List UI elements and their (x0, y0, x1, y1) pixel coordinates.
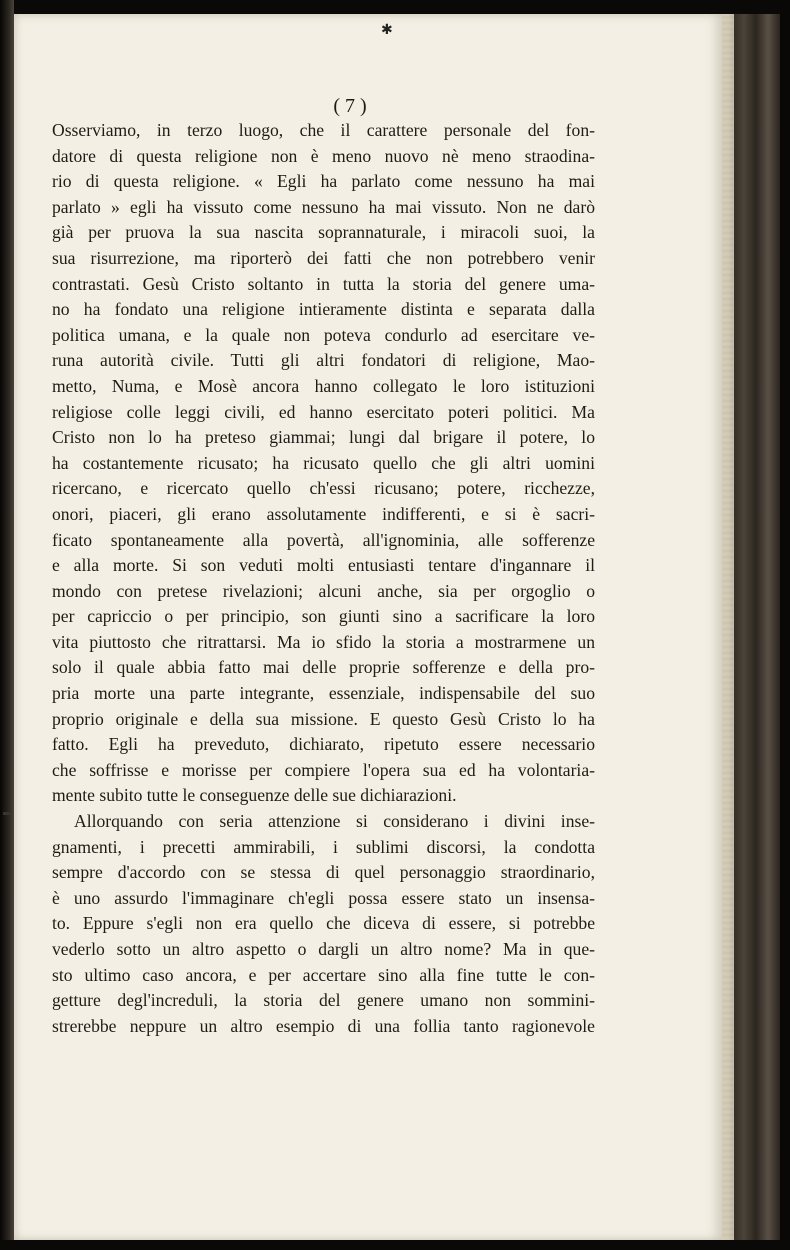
top-border (0, 0, 790, 14)
body-text (52, 118, 595, 1039)
page-stack-edge (722, 14, 734, 1240)
text-line: metto, Numa, e Mosè ancora hanno collegato le loro istituzioni (52, 375, 595, 396)
text-line: getture degl'increduli, la storia del genere umano non sommini- (52, 990, 595, 1011)
text-line: mondo con pretese rivelazioni; alcuni anche, sia per orgoglio o (52, 580, 595, 601)
text-line: sto ultimo caso ancora, e per accertare sino alla fine tutte le con- (52, 964, 595, 985)
ornament-icon: ✱ (381, 23, 393, 38)
page-number: ( 7 ) (333, 95, 367, 117)
text-line: Cristo non lo ha preteso giammai; lungi dal brigare il potere, lo (52, 427, 595, 448)
text-line: mente subito tutte le conseguenze delle sue dichiarazioni. (52, 785, 457, 806)
text-line: per capriccio o per principio, son giunti sino a sacrificare la loro (52, 606, 595, 627)
text-line: ficato spontaneamente alla povertà, all'ignominia, alle sofferenze (52, 529, 595, 550)
left-book-edge (0, 0, 14, 1250)
text-line: Allorquando con seria attenzione si considerano i divini inse- (74, 811, 595, 832)
text-line: rio di questa religione. « Egli ha parlato come nessuno ha mai (52, 171, 595, 192)
text-line: che soffrisse e morisse per compiere l'opera sua ed ha volontaria- (52, 759, 595, 780)
text-line: ricercano, e ricercato quello ch'essi ricusano; potere, ricchezze, (52, 478, 595, 499)
text-line: proprio originale e della sua missione. E questo Gesù Cristo lo ha (52, 708, 595, 729)
text-line: gnamenti, i precetti ammirabili, i sublimi discorsi, la condotta (52, 836, 595, 857)
text-line: contrastati. Gesù Cristo soltanto in tutta la storia del genere uma- (52, 273, 595, 294)
text-line: sempre d'accordo con se stessa di quel personaggio straordinario, (52, 862, 595, 883)
text-line: e alla morte. Si son veduti molti entusiasti tentare d'ingannare il (52, 555, 595, 576)
text-line: pria morte una parte integrante, essenziale, indispensabile del suo (52, 683, 595, 704)
text-line: sua risurrezione, ma riporterò dei fatti che non potrebbero venir (52, 247, 595, 268)
text-line: fatto. Egli ha preveduto, dichiarato, ripetuto essere necessario (52, 734, 595, 755)
text-line: ha costantemente ricusato; ha ricusato quello che gli altri uomini (52, 452, 595, 473)
text-line: datore di questa religione non è meno nuovo nè meno straodina- (52, 145, 595, 166)
text-line: runa autorità civile. Tutti gli altri fondatori di religione, Mao- (52, 350, 595, 371)
margin-mark (3, 812, 11, 815)
text-line: parlato » egli ha vissuto come nessuno ha mai vissuto. Non ne darò (52, 196, 595, 217)
text-line: no ha fondato una religione intieramente distinta e separata dalla (52, 299, 595, 320)
text-line: vita piuttosto che ritrattarsi. Ma io sfido la storia a mostrarmene un (52, 631, 595, 652)
right-border (780, 0, 790, 1250)
text-line: strerebbe neppure un altro esempio di una follia tanto ragionevole (52, 1015, 595, 1036)
text-line: religiose colle leggi civili, ed hanno esercitato poteri politici. Ma (52, 401, 595, 422)
text-line: è uno assurdo l'immaginare ch'egli possa essere stato un insensa- (52, 887, 595, 908)
bottom-border (0, 1240, 790, 1250)
text-line: vederlo sotto un altro aspetto o dargli un altro nome? Ma in que- (52, 939, 595, 959)
text-line: solo il quale abbia fatto mai delle proprie sofferenze e della pro- (52, 657, 595, 678)
text-line: Osserviamo, in terzo luogo, che il carattere personale del fon- (52, 120, 595, 140)
text-line: già per pruova la sua nascita soprannaturale, i miracoli suoi, la (52, 222, 595, 243)
text-line: to. Eppure s'egli non era quello che diceva di essere, si potrebbe (52, 913, 595, 934)
text-line: onori, piaceri, gli erano assolutamente indifferenti, e si è sacri- (52, 503, 595, 524)
text-line: politica umana, e la quale non poteva condurlo ad esercitare ve- (52, 324, 595, 345)
